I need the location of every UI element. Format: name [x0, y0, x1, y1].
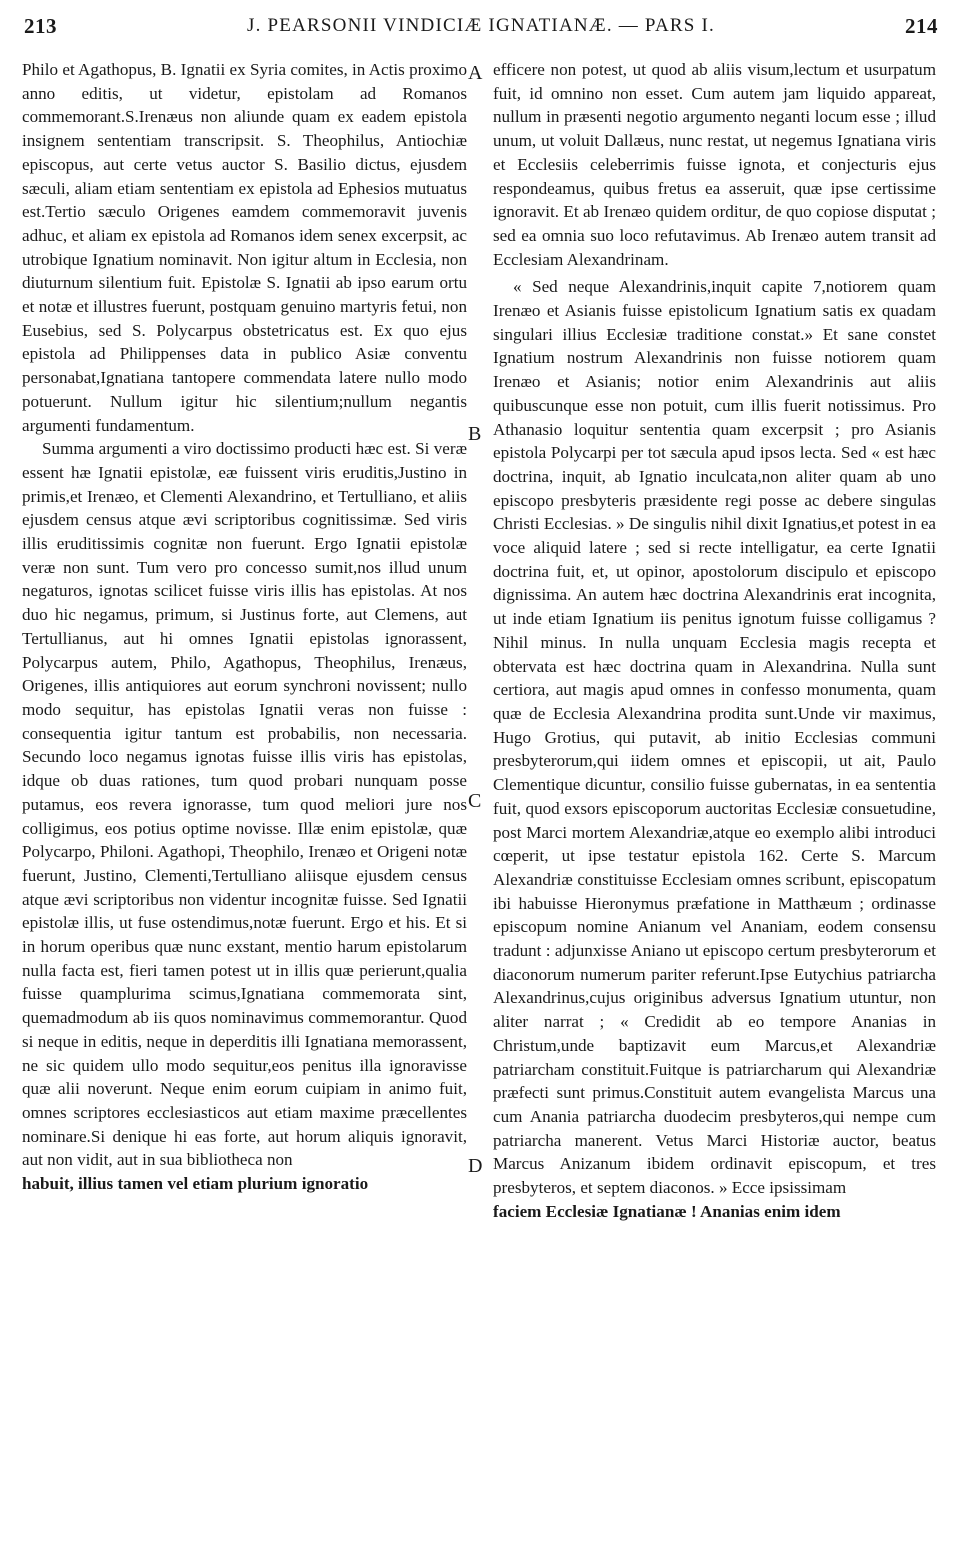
paragraph: Philo et Agathopus, B. Ignatii ex Syria comites, in Actis proximo anno editis, ut videtur, epistolam ad Romanos commemorant.S.Irenæus non aliunde quam ex eadem epistola insignem sententiam transcripsit. S. Theophilus, Antiochiæ episcopus, aut certe vetus auctor S. Basilio dictus, ejusdem sæculi, aliam etiam sententiam ex epistola ad Ephesios mutuatus est.Tertio sæculo Origenes eamdem commemoravit juvenis adhuc, et aliam ex epistola ad Romanos idem senex excerpsit, ac utrobique Ignatium nominavit. Non igitur altum in Ecclesia, non diuturnum silentium fuit. Epistolæ S. Ignatii ab ipso earum ortu et notæ et illustres fuerunt, postquam genuino martyris fetui, non Eusebius, sed S. Polycarpus obstetricatus est. Ex quo ejus epistola ad Philippenses data in publico Asiæ conventu personabat,Ignatiana tantopere commendata latere nullo modo potuerunt. Nullum igitur hic silentium;nullum negantis argumenti fundamentum.	[22, 60, 467, 435]
paragraph: « Sed neque Alexandrinis,inquit capite 7,notiorem quam Irenæo et Asianis fuisse epistolicum Ignatium satis ex quadam singulari illius Ecclesiæ traditione constat.» Et sane constet Ignatium nostrum Alexandrinis non fuisse notiorem quam Irenæo et Asianis; notior enim Alexandrinis aut aliis quibuscunque esse non potuit, cum illis fuerit notissimus. Pro Athanasio loquitur sententia quam excerpsit ; pro Asianis epistola Polycarpi per tot sæcula apud ipsos lecta. Sed « est hæc doctrina, inquit, ab Ignatio inculcata,non aliter quam ab uno episcopo presbyteris præsidente regi posse ac debere singulas Christi Ecclesias. » De singulis nihil dixit Ignatius,et potest in ea voce aliquid latere ; sed si recte intelligatur, ea certe Ignatii doctrina fuit, et, ut opinor, apostolorum discipulo et episcopo dignissima. An autem hæc doctrina Alexandrinis erat incognita, ut inde etiam Ignatium iis penitus ignotum fuisse colligamus ? Nihil minus. In nulla unquam Ecclesia magis recepta et obtervata est hæc doctrina quam in Alexandrina. Nulla sunt certiora, aut magis apud omnes in confesso monumenta, quam quæ de Ecclesia Alexandrina prodita sunt.Unde vir maximus, Hugo Grotius, qui putavit, ab initio Ecclesias communi presbyterorum,qui iidem omnes et episcopii, ut ait, Paulo Clementique dicuntur, consilio fuisse gubernatas, in ea sententia fuit, quod exsors episcoporum auctoritas Ecclesiæ consuetudine, post Marci mortem Alexandriæ,atque eo exemplo alibi introduci cœperit, ut ipse testatur epistola 162. Certe S. Marcum Alexandriæ constituisse Ecclesiam omnes scribunt, episcopatum ibi habuisse Hieronymus præfatione in Matthæum ; ordinasse episcopum nomine Anianum vel Ananiam, eodem consensu tradunt : adjunxisse Aniano ut episcopo certum presbyterorum et diaconorum numerum pariter referunt.Ipse Eutychius patriarcha Alexandrinus,cujus originibus adversus Ignatium utuntur, non aliter narrat ; « Credidit ab eo tempore Ananias in Christum,unde baptizavit eum Marcus,et Alexandriæ patriarcham constituit.Fuitque is patriarcharum qui Alexandriæ præfecti sunt primus.Constituit autem evangelista Marcus una cum Anania patriarcha duodecim presbyteros,qui nempe cum patriarcha manerent. Vetus Marci Historiæ auctor, beatus Marcus Anizanum ibidem ordinavit episcopum, et tres presbyteros, et septem diaconos. » Ecce ipsissimam	[493, 277, 936, 1198]
column-last-line: faciem Ecclesiæ Ignatianæ ! Ananias enim idem	[493, 1201, 841, 1221]
running-title: J. PEARSONII VINDICIÆ IGNATIANÆ. — PARS I.	[247, 15, 715, 36]
page-header	[24, 14, 938, 46]
column-last-line: habuit, illius tamen vel etiam plurium ignoratio	[22, 1174, 369, 1194]
page-number-right: 214	[905, 14, 938, 38]
paragraph: efficere non potest, ut quod ab aliis visum,lectum et usurpatum fuit, id omnino non esset. Cum autem jam liquido appareat, nullum in præsenti negotio argumento neganti locum esse ; illud unum, ut voluit Dallæus, nunc restat, ut negemus Ignatiana viris et Ecclesiis celeberrimis fuisse ignota, et conjecturis ejus respondeamus, quibus fretus ea asseruit, quæ ipse certissime ignoravit. Et ab Irenæo quidem orditur, de quo copiose disputat ; sed ea omnia suo loco refutavimus. Ab Irenæo autem transit ad Ecclesiam Alexandrinam.	[493, 60, 936, 269]
paragraph: Summa argumenti a viro doctissimo producti hæc est. Si veræ essent hæ Ignatii epistolæ, eæ fuissent viris eruditis,Justino in primis,et Irenæo, et Clementi Alexandrino, et Tertulliano, et aliis ejusdem census atque ævi scriptoribus cognitissimæ. Sed viris illis eruditissimis cognitæ non fuerunt. Ergo Ignatii epistolæ veræ non sunt. Tum vero pro concesso sumit,nos illud unum negaturos, ignotas scilicet fuisse viris illis has epistolas. At nos duo hic negamus, primum, si Justinus forte, aut Clemens, aut Tertullianus, aut hi omnes Ignatii epistolas ignorassent, Polycarpus autem, Philo, Agathopus, Theophilus, Irenæus, Origenes, illis antiquiores aut eorum synchroni novissent; nullo modo sequitur, has epistolas Ignatii veras non fuisse : consequentia igitur tantum est probabilis, non necessaria. Secundo loco negamus ignotas fuisse illis viris has epistolas, idque ob duas rationes, tum quod probari nunquam posse putamus, eos revera ignorasse, tum quod meliori jure nos colligimus, eos potius optime novisse. Illæ enim epistolæ, quæ Polycarpo, Philoni. Agathopi, Theophilo, Irenæo et Origeni notæ fuerunt, Justino, Clementi,Tertulliano aliisque ejusdem census atque ævi scriptoribus non videntur incognitæ fuisse. Sed Ignatii epistolæ illis, ut fuse ostendimus,notæ fuerunt. Ergo et his. Et si in horum operibus quæ nunc exstant, mentio harum epistolarum nulla facta est, fieri tamen potest ut in illis quæ perierunt,qualia fuisse quamplurima scimus,Ignatiana commemorata sint, quemadmodum ab iis quos nominavimus commemorantur. Quod si neque in editis, neque in deperditis illi Ignatiana memorassent, ne sic quidem ullo modo sequitur,eos penitus illa ignoravisse quæ alii noverunt. Neque enim eorum cuipiam in animo fuit, omnes scriptores ecclesiasticos aut etiam maxime præcellentes nominare.Si denique hi eas forte, aut horum aliquis ignoravit, aut non vidit, aut in sua bibliotheca non	[22, 439, 467, 1170]
page-number-left: 213	[24, 14, 57, 38]
margin-letter-d: D	[468, 1155, 483, 1177]
margin-letter-c: C	[468, 790, 482, 812]
right-column	[493, 58, 936, 1223]
margin-letter-b: B	[468, 423, 482, 445]
left-column	[22, 58, 467, 1196]
margin-letter-a: A	[468, 62, 483, 84]
